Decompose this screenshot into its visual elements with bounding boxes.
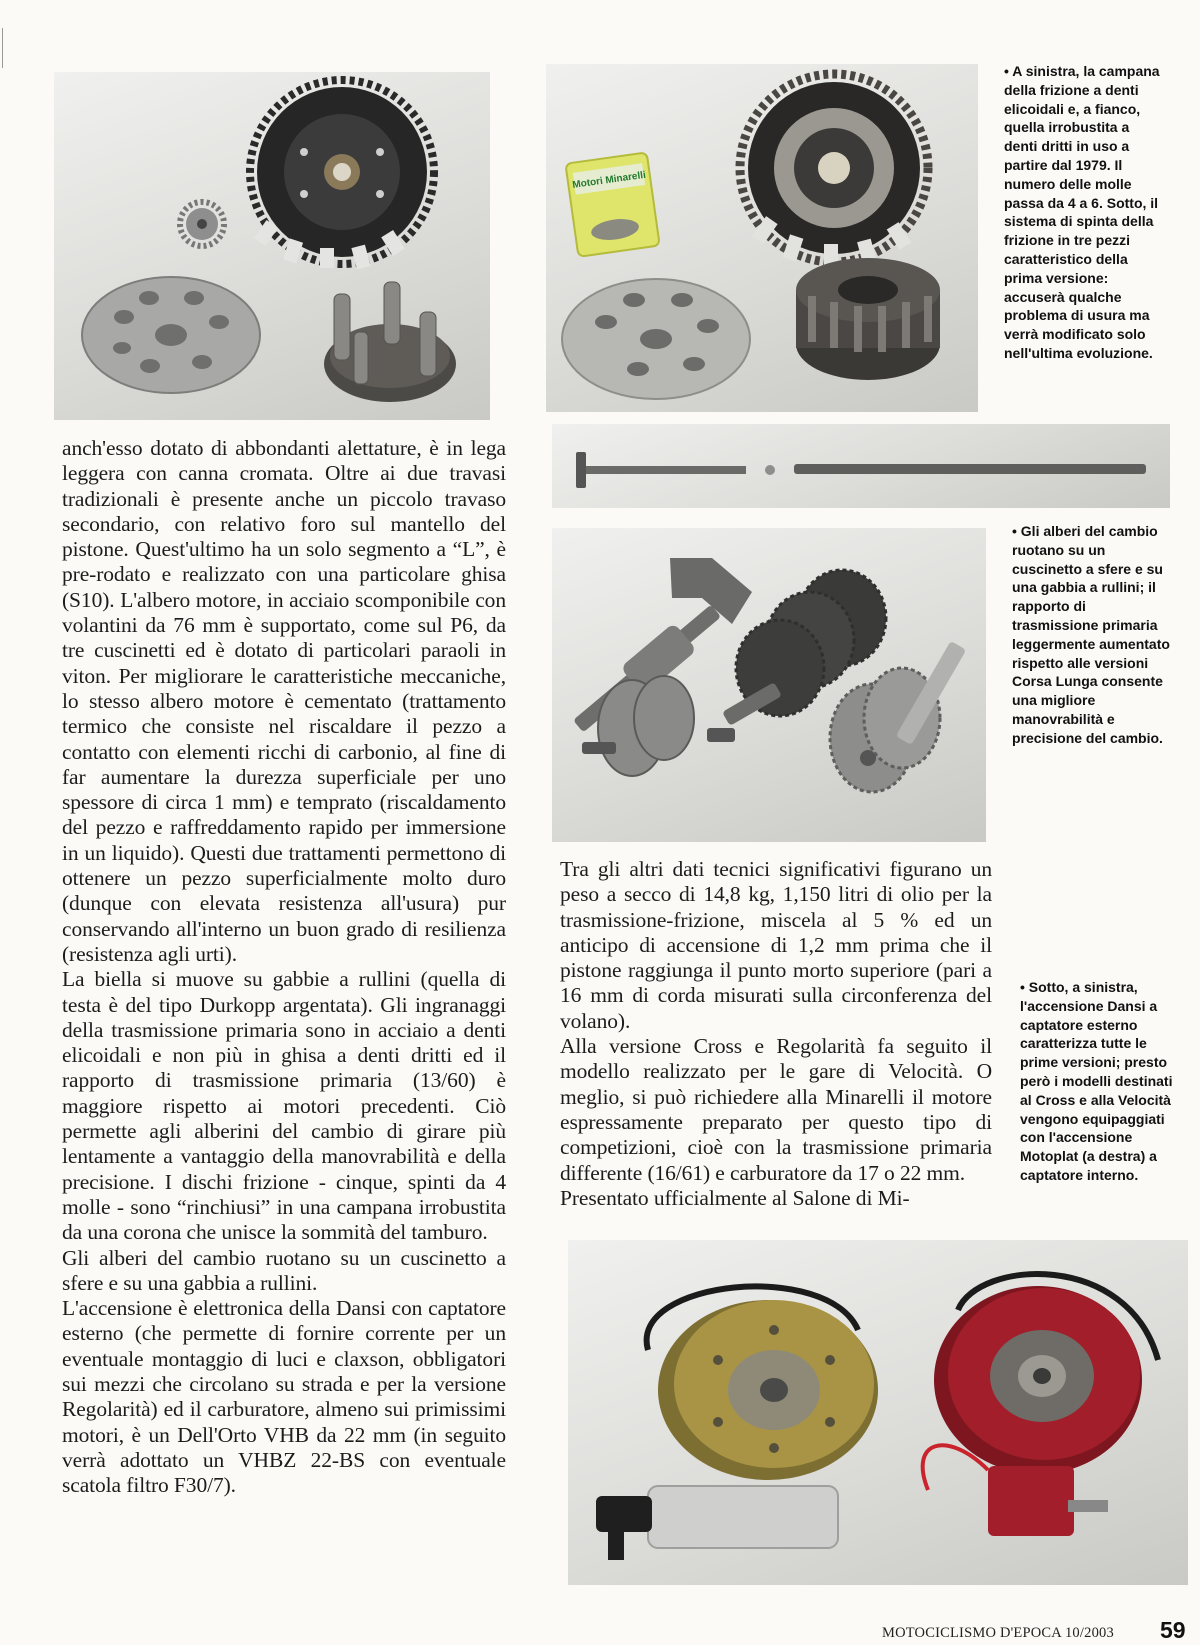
caption-ignition: • Sotto, a sinistra, l'accensione Dansi a captatore esterno caratterizza tutte le prime versioni; presto però i modelli destinati al Cross e alla Velocità vengono equipaggiati con l'accensione Motoplat (a destra) a captatore interno. xyxy=(1020,979,1173,1183)
photo-pushrod xyxy=(552,424,1170,508)
caption-gearbox: • Gli alberi del cambio ruotano su un cuscinetto a sfere e su una gabbia a rullini; il rapporto di trasmissione primaria leggermente aumentato rispetto alle versioni Corsa Lunga consente una migliore manovrabilità e precisione del cambio. xyxy=(1012,523,1170,746)
gearbox-illustration xyxy=(552,528,986,842)
minarelli-bag xyxy=(565,152,659,256)
photo-gearbox xyxy=(552,528,986,842)
photo-ignitions xyxy=(568,1240,1188,1585)
right-paragraph: Tra gli altri dati tecnici significativi figurano un peso a secco di 14,8 kg, 1,150 litri di olio per la trasmissione-frizione, miscela al 5 % ed un anticipo di accensione di 1,2 mm prima che il pistone raggiunga il punto morto superiore (pari a 16 mm di corda misurati sulla circonferenza del volano). xyxy=(560,857,992,1033)
clutch-straight-illustration xyxy=(546,64,978,412)
page-margin-mark xyxy=(2,28,3,68)
left-paragraph: L'accensione è elettronica della Dansi con captatore esterno (che permette di fornire corrente per un eventuale montaggio di luci e claxson, obbligatori sui mezzi che circolano su strada e per la versione Regolarità) ed il carburatore, almeno sui primissimi motori, è un Dell'Orto VHB da 22 mm (in seguito verrà adottato un VHBZ 22-BS con eventuale scatola filtro F30/7). xyxy=(62,1296,506,1498)
ignitions-illustration xyxy=(568,1240,1188,1585)
right-paragraph: Presentato ufficialmente al Salone di Mi- xyxy=(560,1185,910,1210)
caption-clutch: • A sinistra, la campana della frizione a denti elicoidali e, a fianco, quella irrobustita a denti dritti in uso a partire dal 1979. Il numero delle molle passa da 4 a 6. Sotto, il sistema di spinta della frizione in tre pezzi caratteristico della prima versione: accuserà qualche problema di usura ma verrà modificato solo nell'ultima evoluzione. xyxy=(1004,63,1160,361)
left-paragraph: anch'esso dotato di abbondanti alettature, è in lega leggera con canna cromata. Oltre ai due travasi tradizionali è presente anche un piccolo travaso secondario, con relativo foro sul mantello del pistone. Quest'ultimo ha un solo segmento a “L”, è pre-rodato e realizzato con una particolare ghisa (S10). L'albero motore, in acciaio scomponibile con volantini da 76 mm è supportato, come sul P6, da tre cuscinetti ed è dotato di particolari paraoli in viton. Per migliorare le caratteristiche meccaniche, lo stesso albero motore è cementato (trattamento termico che consiste nel riscaldare il pezzo a contatto con elementi ricchi di carbonio, al fine di far aumentare la durezza superficiale per uno spessore di circa 1 mm) e temprato (riscaldamento del pezzo e raffreddamento rapido per immersione in un liquido). Questi due trattamenti permettono di ottenere un pezzo superficialmente molto duro (dunque con elevata resistenza all'usura) pur conservando all'interno un buon grado di resilienza (resistenza agli urti). xyxy=(62,436,506,966)
photo-clutch-helical xyxy=(54,72,490,420)
bag-label: Motori Minarelli xyxy=(571,169,647,191)
page-number: 59 xyxy=(1160,1617,1186,1643)
right-paragraph: Alla versione Cross e Regolarità fa seguito il modello realizzato per le gare di Velocità. O meglio, si può richiedere alla Minarelli il motore espressamente preparato per questo tipo di competizioni, cioè con la trasmissione primaria differente (16/61) e carburatore da 17 o 22 mm. xyxy=(560,1034,992,1185)
footer-magazine: MOTOCICLISMO D'EPOCA 10/2003 xyxy=(882,1625,1114,1641)
clutch-helical-illustration xyxy=(54,72,490,420)
pushrod-illustration xyxy=(552,424,1170,508)
left-paragraph: Gli alberi del cambio ruotano su un cuscinetto a sfere e su una gabbia a rullini. xyxy=(62,1245,506,1295)
photo-clutch-straight xyxy=(546,64,978,412)
left-article-column xyxy=(62,436,506,1498)
left-paragraph: La biella si muove su gabbie a rullini (quella di testa è del tipo Durkopp argentata). Gli ingranaggi della trasmissione primaria sono in acciaio a denti elicoidali e non più in ghisa a denti dritti ed il rapporto di trasmissione primaria (13/60) è maggiore rispetto ai motori precedenti. Ciò permette agli alberini del cambio di girare più lentamente a vantaggio della manovrabilità e della precisione. I dischi frizione - cinque, spinti da 4 molle - sono “rinchiusi” in una campana irrobustita da una corona che unisce la sommità del tamburo. xyxy=(62,967,506,1245)
right-article-column xyxy=(560,857,992,1211)
